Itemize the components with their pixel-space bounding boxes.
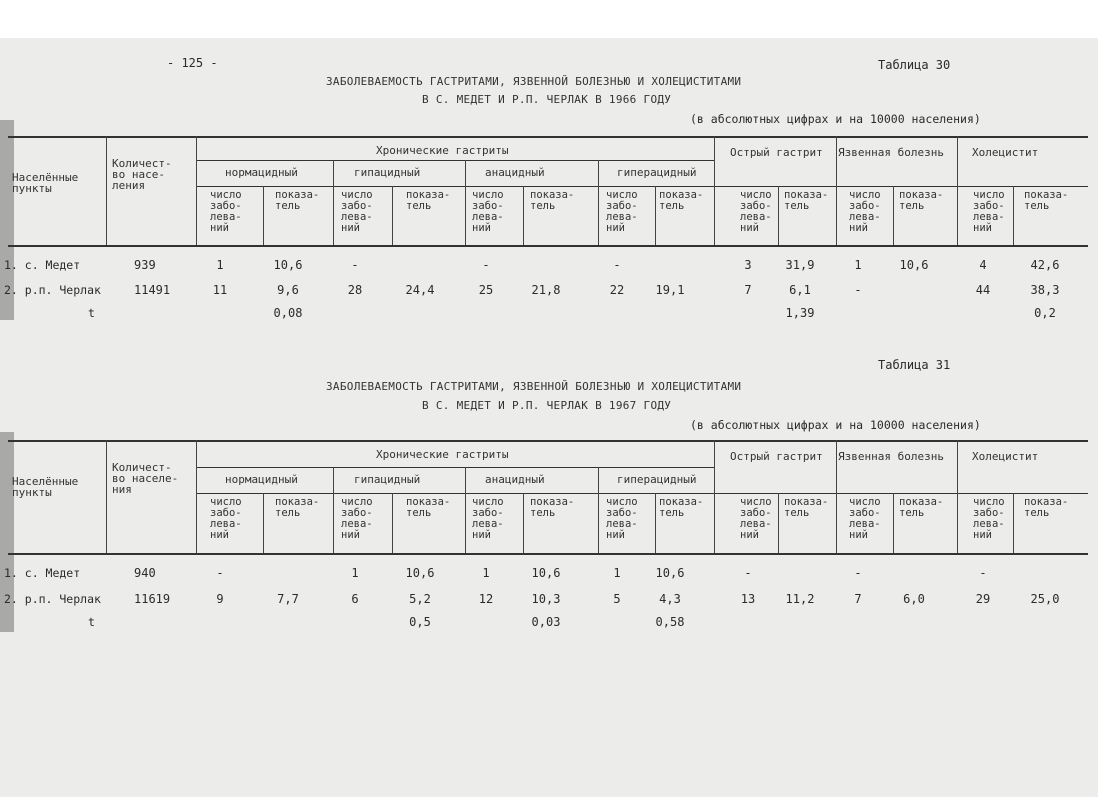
table-cell: 9 xyxy=(216,592,224,606)
subheader-rule xyxy=(196,160,714,161)
header-cholecystitis: Холецистит xyxy=(972,146,1039,159)
table-cell: - xyxy=(482,258,490,272)
header-bottom-rule xyxy=(8,245,1088,247)
row-label-t: t xyxy=(88,306,95,320)
table-cell: 9,6 xyxy=(277,283,299,297)
table-cell: 10,6 xyxy=(273,258,303,272)
table-cell: 13 xyxy=(740,592,756,606)
column-rule xyxy=(714,136,715,245)
table-cell: 10,6 xyxy=(655,566,685,580)
table-cell: 10,3 xyxy=(531,592,561,606)
row-label: 1. с. Медет xyxy=(4,258,81,272)
header-rate: показа- тель xyxy=(659,496,704,519)
header-peptic-ulcer: Язвенная болезнь xyxy=(838,146,944,159)
header-population: Количест- во насе- ления xyxy=(112,157,172,192)
table-cell: 22 xyxy=(609,283,625,297)
column-rule xyxy=(263,186,264,245)
table-cell: 11,2 xyxy=(785,592,815,606)
column-rule xyxy=(598,160,599,245)
column-rule xyxy=(196,440,197,553)
header-case-count: число забо- лева- ний xyxy=(341,189,373,234)
header-population: Количест- во населе- ния xyxy=(112,461,179,496)
table-cell: 28 xyxy=(347,283,363,297)
table-cell: 31,9 xyxy=(785,258,815,272)
header-rate: показа- тель xyxy=(899,496,944,519)
table-label: Таблица 30 xyxy=(878,58,951,72)
population-cell: 11491 xyxy=(134,283,171,297)
table-cell: - xyxy=(613,258,621,272)
subheader-rule-2 xyxy=(196,493,1088,494)
header-group-0: нормацидный xyxy=(225,473,298,486)
table-cell: 1 xyxy=(854,258,862,272)
header-rate: показа- тель xyxy=(899,189,944,212)
table-subtitle: В С. МЕДЕТ И Р.П. ЧЕРЛАК В 1966 ГОДУ xyxy=(422,93,672,106)
column-rule xyxy=(106,136,107,245)
column-rule xyxy=(392,186,393,245)
column-rule xyxy=(1013,493,1014,553)
table-cell: 25 xyxy=(478,283,494,297)
table-cell: - xyxy=(979,566,987,580)
header-peptic-ulcer: Язвенная болезнь xyxy=(838,450,944,463)
header-settlements: Населённые пункты xyxy=(12,171,79,195)
header-acute-gastritis: Острый гастрит xyxy=(730,450,823,463)
table-cell: 6,1 xyxy=(789,283,811,297)
header-case-count: число забо- лева- ний xyxy=(740,189,772,234)
population-cell: 11619 xyxy=(134,592,171,606)
table-cell: 1 xyxy=(351,566,359,580)
column-rule xyxy=(714,440,715,553)
table-label: Таблица 31 xyxy=(878,358,951,372)
table-top-rule xyxy=(8,136,1088,138)
column-rule xyxy=(893,493,894,553)
column-rule xyxy=(598,467,599,553)
header-case-count: число забо- лева- ний xyxy=(849,189,881,234)
table-cell: 6 xyxy=(351,592,359,606)
header-group-3: гиперацидный xyxy=(617,166,697,179)
column-rule xyxy=(465,160,466,245)
header-group-0: нормацидный xyxy=(225,166,298,179)
header-case-count: число забо- лева- ний xyxy=(210,189,242,234)
header-chronic-gastritis: Хронические гастриты xyxy=(376,144,509,157)
table-cell: 5 xyxy=(613,592,621,606)
table-cell: 6,0 xyxy=(903,592,925,606)
table-cell: 0,5 xyxy=(409,615,431,629)
column-rule xyxy=(778,493,779,553)
header-bottom-rule xyxy=(8,553,1088,555)
subheader-rule xyxy=(196,467,714,468)
table-cell: - xyxy=(216,566,224,580)
column-rule xyxy=(465,467,466,553)
table-cell: 5,2 xyxy=(409,592,431,606)
column-rule xyxy=(655,186,656,245)
header-rate: показа- тель xyxy=(659,189,704,212)
population-cell: 940 xyxy=(134,566,156,580)
column-rule xyxy=(1013,186,1014,245)
row-label-t: t xyxy=(88,615,95,629)
header-group-1: гипацидный xyxy=(354,166,421,179)
table-cell: - xyxy=(854,566,862,580)
table-title: ЗАБОЛЕВАЕМОСТЬ ГАСТРИТАМИ, ЯЗВЕННОЙ БОЛЕЗНЬЮ И ХОЛЕЦИСТИТАМИ xyxy=(326,75,742,88)
column-rule xyxy=(836,440,837,553)
header-case-count: число забо- лева- ний xyxy=(472,189,504,234)
table-cell: 10,6 xyxy=(531,566,561,580)
column-rule xyxy=(957,136,958,245)
table-cell: 10,6 xyxy=(405,566,435,580)
table-cell: 3 xyxy=(744,258,752,272)
table-cell: 29 xyxy=(975,592,991,606)
page-number: - 125 - xyxy=(167,56,218,70)
column-rule xyxy=(523,493,524,553)
table-cell: 4,3 xyxy=(659,592,681,606)
table-cell: 0,03 xyxy=(531,615,561,629)
table-cell: 25,0 xyxy=(1030,592,1060,606)
table-cell: 24,4 xyxy=(405,283,435,297)
header-case-count: число забо- лева- ний xyxy=(606,189,638,234)
table-note: (в абсолютных цифрах и на 10000 населения) xyxy=(690,112,981,126)
header-rate: показа- тель xyxy=(275,496,320,519)
column-rule xyxy=(333,160,334,245)
table-cell: 7 xyxy=(744,283,752,297)
column-rule xyxy=(333,467,334,553)
table-cell: 42,6 xyxy=(1030,258,1060,272)
table-cell: 11 xyxy=(212,283,228,297)
table-cell: 0,2 xyxy=(1034,306,1056,320)
header-case-count: число забо- лева- ний xyxy=(740,496,772,541)
header-group-1: гипацидный xyxy=(354,473,421,486)
header-case-count: число забо- лева- ний xyxy=(341,496,373,541)
header-rate: показа- тель xyxy=(406,496,451,519)
table-cell: 1 xyxy=(613,566,621,580)
header-rate: показа- тель xyxy=(530,189,575,212)
header-acute-gastritis: Острый гастрит xyxy=(730,146,823,159)
table-cell: 0,08 xyxy=(273,306,303,320)
column-rule xyxy=(893,186,894,245)
header-chronic-gastritis: Хронические гастриты xyxy=(376,448,509,461)
table-cell: 21,8 xyxy=(531,283,561,297)
header-rate: показа- тель xyxy=(406,189,451,212)
header-settlements: Населённые пункты xyxy=(12,475,79,499)
table-top-rule xyxy=(8,440,1088,442)
header-group-2: анацидный xyxy=(485,166,545,179)
table-subtitle: В С. МЕДЕТ И Р.П. ЧЕРЛАК В 1967 ГОДУ xyxy=(422,399,672,412)
column-rule xyxy=(196,136,197,245)
subheader-rule-2 xyxy=(196,186,1088,187)
header-case-count: число забо- лева- ний xyxy=(973,496,1005,541)
row-label: 2. р.п. Черлак xyxy=(4,283,101,297)
table-cell: - xyxy=(351,258,359,272)
header-case-count: число забо- лева- ний xyxy=(849,496,881,541)
column-rule xyxy=(836,136,837,245)
table-cell: 4 xyxy=(979,258,987,272)
column-rule xyxy=(523,186,524,245)
header-rate: показа- тель xyxy=(275,189,320,212)
table-cell: 1 xyxy=(482,566,490,580)
table-cell: 0,58 xyxy=(655,615,685,629)
table-note: (в абсолютных цифрах и на 10000 населения) xyxy=(690,418,981,432)
column-rule xyxy=(263,493,264,553)
header-cholecystitis: Холецистит xyxy=(972,450,1039,463)
table-cell: 7 xyxy=(854,592,862,606)
column-rule xyxy=(957,440,958,553)
header-group-2: анацидный xyxy=(485,473,545,486)
column-rule xyxy=(655,493,656,553)
table-cell: 38,3 xyxy=(1030,283,1060,297)
table-cell: 1,39 xyxy=(785,306,815,320)
header-rate: показа- тель xyxy=(1024,189,1069,212)
row-label: 1. с. Медет xyxy=(4,566,81,580)
header-case-count: число забо- лева- ний xyxy=(606,496,638,541)
column-rule xyxy=(106,440,107,553)
table-cell: - xyxy=(744,566,752,580)
header-group-3: гиперацидный xyxy=(617,473,697,486)
table-cell: 1 xyxy=(216,258,224,272)
table-cell: - xyxy=(854,283,862,297)
table-cell: 7,7 xyxy=(277,592,299,606)
header-case-count: число забо- лева- ний xyxy=(472,496,504,541)
header-rate: показа- тель xyxy=(784,189,829,212)
column-rule xyxy=(778,186,779,245)
table-cell: 10,6 xyxy=(899,258,929,272)
table-cell: 19,1 xyxy=(655,283,685,297)
header-case-count: число забо- лева- ний xyxy=(973,189,1005,234)
population-cell: 939 xyxy=(134,258,156,272)
header-case-count: число забо- лева- ний xyxy=(210,496,242,541)
table-cell: 44 xyxy=(975,283,991,297)
table-cell: 12 xyxy=(478,592,494,606)
row-label: 2. р.п. Черлак xyxy=(4,592,101,606)
table-title: ЗАБОЛЕВАЕМОСТЬ ГАСТРИТАМИ, ЯЗВЕННОЙ БОЛЕЗНЬЮ И ХОЛЕЦИСТИТАМИ xyxy=(326,380,742,393)
header-rate: показа- тель xyxy=(784,496,829,519)
header-rate: показа- тель xyxy=(1024,496,1069,519)
column-rule xyxy=(392,493,393,553)
header-rate: показа- тель xyxy=(530,496,575,519)
